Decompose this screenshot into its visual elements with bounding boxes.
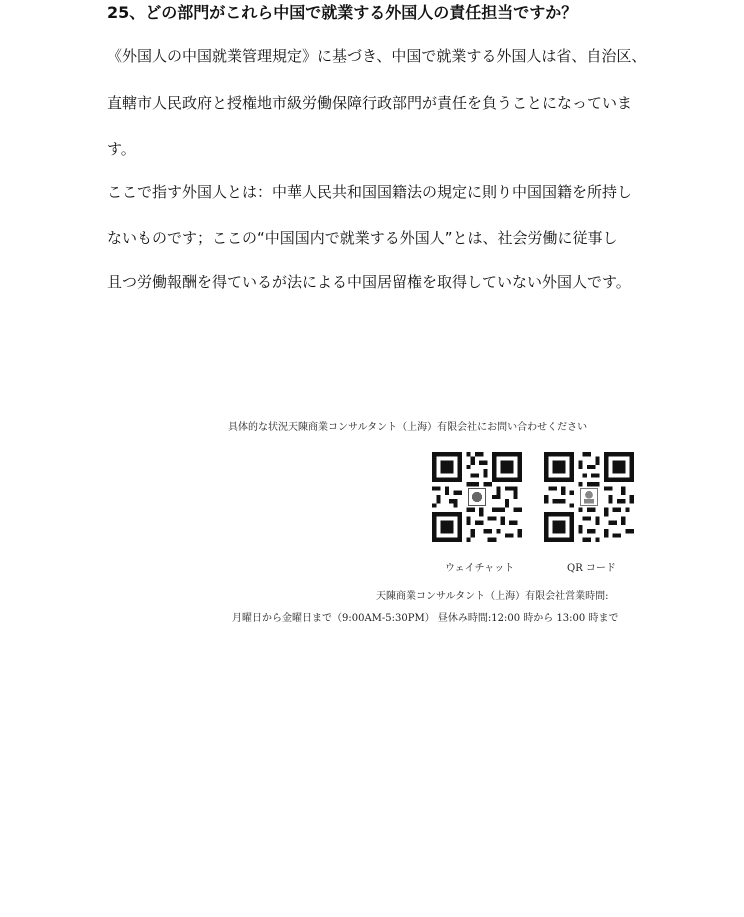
- answer-line-6: 且つ労働報酬を得ているが法による中国居留権を取得していない外国人です。: [107, 273, 631, 291]
- answer-line-2: 直轄市人民政府と授権地市級労働保障行政部門が責任を負うことになっていま: [107, 94, 633, 112]
- answer-line-1: 《外国人の中国就業管理規定》に基づき、中国で就業する外国人は省、自治区、: [107, 47, 647, 65]
- qr-code-icon: [544, 452, 634, 542]
- business-hours-title: 天陳商業コンサルタント（上海）有限会社営業時間:: [376, 591, 609, 602]
- qr-code-label: QR コード: [567, 563, 616, 574]
- answer-line-5: ないものです；ここの“中国国内で就業する外国人”とは、社会労働に従事し: [107, 229, 618, 247]
- answer-line-4: ここで指す外国人とは：中華人民共和国国籍法の規定に則り中国国籍を所持し: [107, 183, 633, 201]
- wechat-qr-label: ウェイチャット: [445, 563, 515, 574]
- answer-line-3: す。: [107, 140, 136, 158]
- contact-intro: 具体的な状況天陳商業コンサルタント（上海）有限会社にお問い合わせください: [228, 422, 588, 433]
- business-hours-detail: 月曜日から金曜日まで（9:00AM-5:30PM） 昼休み時間:12:00 時から 13:00 時まで: [232, 613, 619, 624]
- wechat-qr-code-icon: [432, 452, 522, 542]
- question-heading: 25、どの部門がこれら中国で就業する外国人の責任担当ですか？: [107, 3, 578, 22]
